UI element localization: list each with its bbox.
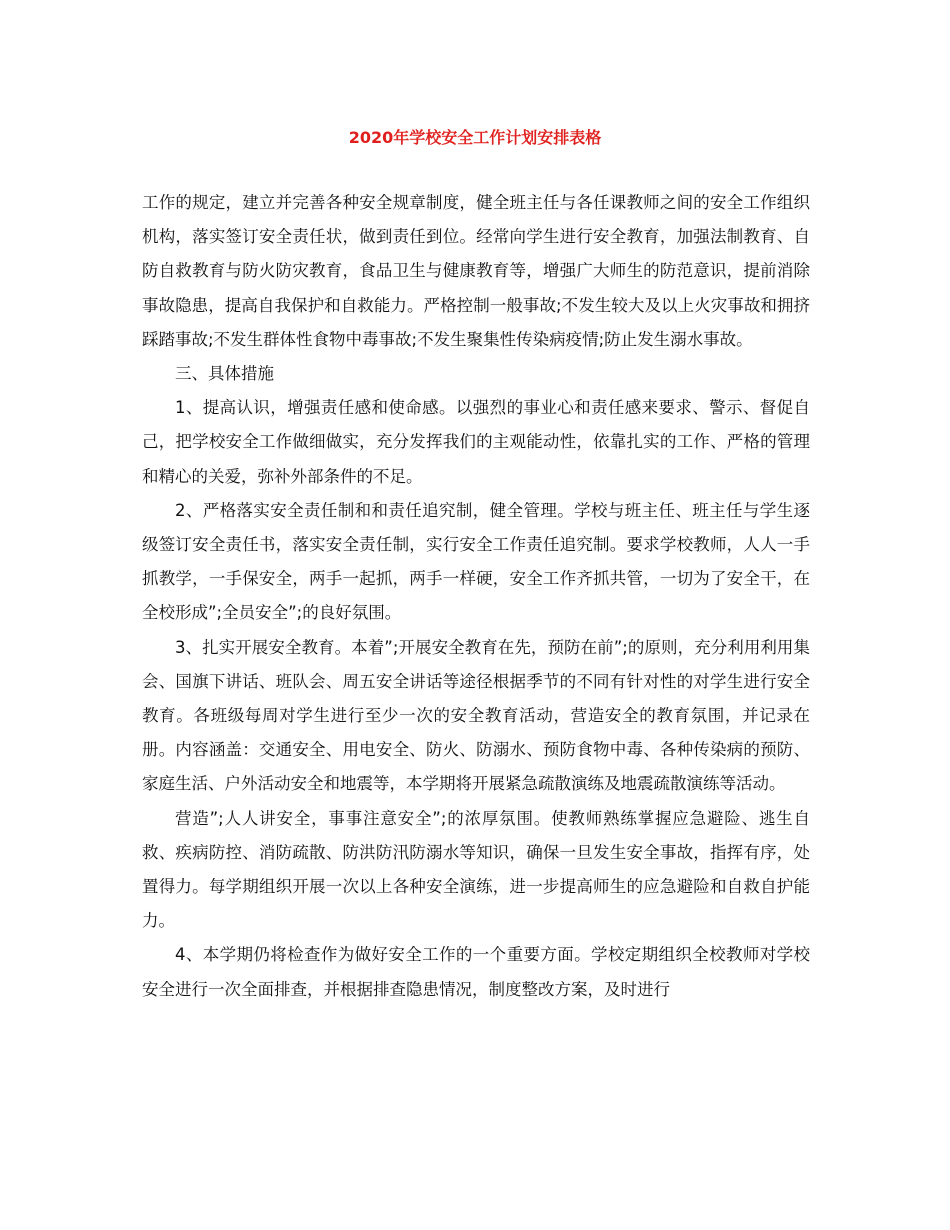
paragraph-measure-4: 4、本学期仍将检查作为做好安全工作的一个重要方面。学校定期组织全校教师对学校安全进行一次全面排查，并根据排查隐患情况，制度整改方案，及时进行	[142, 945, 810, 999]
paragraph-measure-1: 1、提高认识，增强责任感和使命感。以强烈的事业心和责任感来要求、警示、督促自己，把学校安全工作做细做实，充分发挥我们的主观能动性，依靠扎实的工作、严格的管理和精心的关爱，弥补外部条件的不足。	[142, 398, 810, 486]
paragraph-intro: 工作的规定，建立并完善各种安全规章制度，健全班主任与各任课教师之间的安全工作组织机构，落实签订安全责任状，做到责任到位。经常向学生进行安全教育，加强法制教育、自防自救教育与防火防灾教育，食品卫生与健康教育等，增强广大师生的防范意识，提前消除事故隐患，提高自我保护和自救能力。严格控制一般事故;不发生较大及以上火灾事故和拥挤踩踏事故;不发生群体性食物中毒事故;不发生聚集性传染病疫情;防止发生溺水事故。	[142, 193, 810, 349]
paragraph-measure-3: 3、扎实开展安全教育。本着”;开展安全教育在先，预防在前”;的原则，充分利用利用集会、国旗下讲话、班队会、周五安全讲话等途径根据季节的不同有针对性的对学生进行安全教育。各班级每周对学生进行至少一次的安全教育活动，营造安全的教育氛围，并记录在册。内容涵盖：交通安全、用电安全、防火、防溺水、预防食物中毒、各种传染病的预防、家庭生活、户外活动安全和地震等，本学期将开展紧急疏散演练及地震疏散演练等活动。	[142, 637, 810, 794]
section-heading-measures: 三、具体措施	[175, 364, 274, 384]
paragraph-atmosphere: 营造”;人人讲安全，事事注意安全”;的浓厚氛围。使教师熟练掌握应急避险、逃生自救、疾病防控、消防疏散、防洪防汛防溺水等知识，确保一旦发生安全事故，指挥有序，处置得力。每学期组织开展一次以上各种安全演练，进一步提高师生的应急避险和自救自护能力。	[142, 808, 810, 931]
document-title: 2020年学校安全工作计划安排表格	[348, 128, 602, 147]
paragraph-measure-2: 2、严格落实安全责任制和和责任追究制，健全管理。学校与班主任、班主任与学生逐级签订安全责任书，落实安全责任制，实行安全工作责任追究制。要求学校教师，人人一手抓教学，一手保安全，两手一起抓，两手一样硬，安全工作齐抓共管，一切为了安全干，在全校形成”;全员安全”;的良好氛围。	[142, 500, 810, 623]
document-body	[142, 186, 810, 1007]
